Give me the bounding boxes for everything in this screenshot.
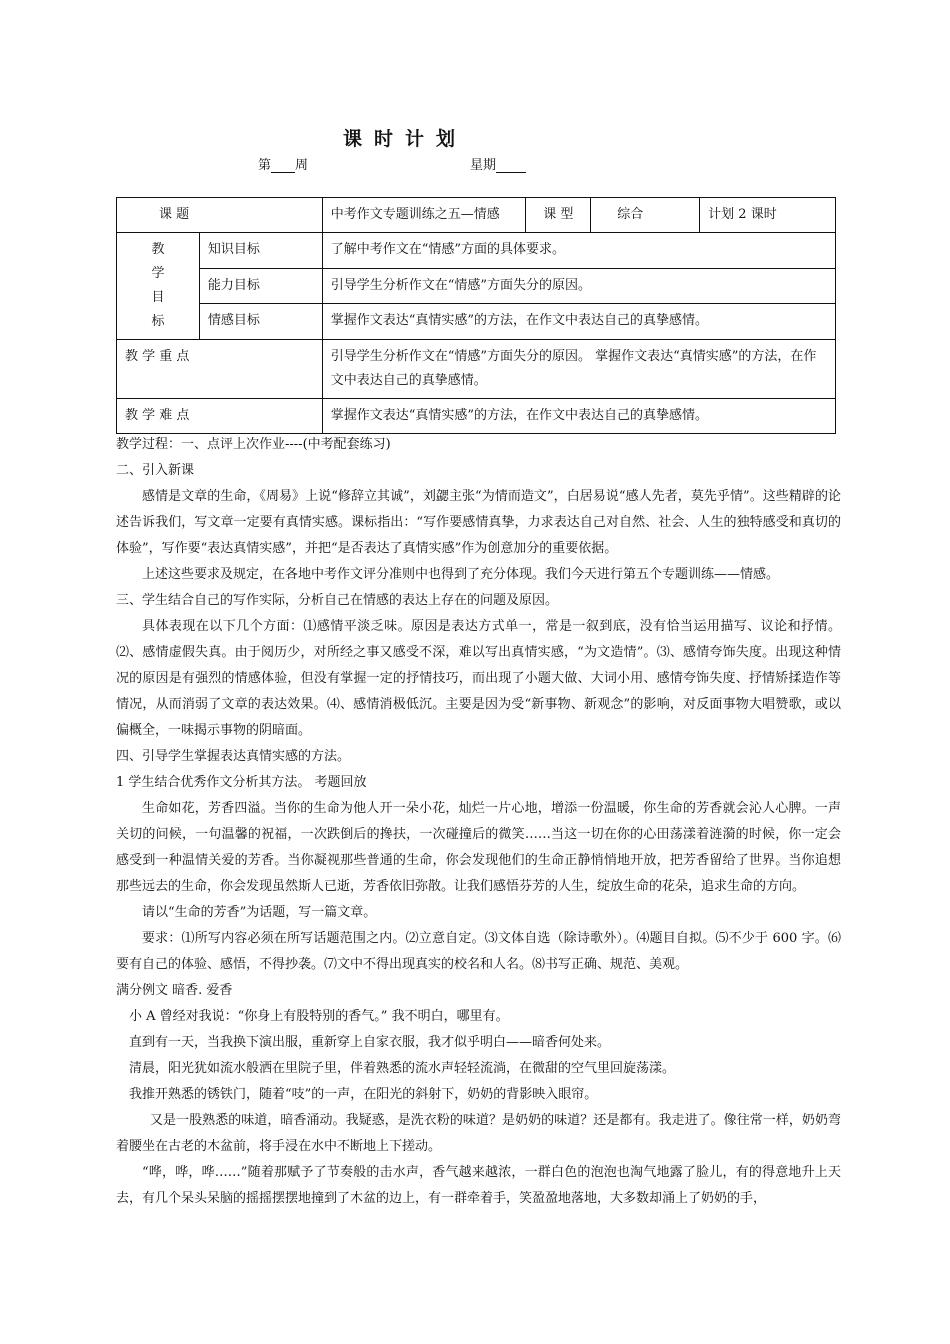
- day-label: 星期: [470, 158, 497, 173]
- paragraph: 直到有一天，当我换下演出服，重新穿上自家衣服，我才似乎明白——暗香何处来。: [129, 1035, 611, 1050]
- subsection-heading: 1 学生结合优秀作文分析其方法。 考题回放: [116, 775, 367, 790]
- topic-value: 中考作文专题训练之五—情感: [322, 198, 526, 233]
- paragraph: 请以“生命的芳香”为话题，写一篇文章。: [142, 905, 377, 920]
- paragraph: 生命如花，芳香四溢。当你的生命为他人开一朵小花，灿烂一片心地，增添一份温暖，你生命的芳香就会沁人心脾。一声关切的问候，一句温馨的祝福，一次跌倒后的搀扶，一次碰撞后的微笑……当这一切在你的心田荡漾着涟漪的时候，你一定会感受到一种温情关爱的芳香。当你凝视那些普通的生命，你会发现他们的生命正静悄悄地开放，把芳香留给了世界。当你追想那些远去的生命，你会发现虽然斯人已逝，芳香依旧弥散。让我们感悟芬芳的人生，绽放生命的花朵，追求生命的方向。: [116, 801, 841, 894]
- knowledge-row: [117, 233, 836, 269]
- emotion-label: 情感目标: [199, 304, 322, 340]
- example-heading: 满分例文 暗香. 爱香: [116, 983, 233, 998]
- paragraph: 我推开熟悉的锈铁门，随着“吱”的一声，在阳光的斜射下，奶奶的背影映入眼帘。: [129, 1087, 598, 1102]
- difficulty-label: 教 学 难 点: [117, 399, 323, 434]
- week-blank: [271, 158, 295, 173]
- paragraph: 上述这些要求及规定，在各地中考作文评分准则中也得到了充分体现。我们今天进行第五个专题训练——情感。: [142, 567, 780, 582]
- paragraph: 又是一股熟悉的味道，暗香涌动。我疑惑，是洗衣粉的味道？是奶奶的味道？还是都有。我走进了。像往常一样，奶奶弯着腰坐在古老的木盆前，将手浸在水中不断地上下搓动。: [116, 1113, 841, 1154]
- focus-label: 教 学 重 点: [117, 340, 323, 399]
- goals-label: [117, 233, 200, 340]
- emotion-value: 掌握作文表达“真情实感”的方法，在作文中表达自己的真挚感情。: [322, 304, 835, 340]
- paragraph: “哗，哗，哗……”随着那赋予了节奏般的击水声，香气越来越浓，一群白色的泡泡也淘气地露了脸儿，有的得意地升上天去，有几个呆头呆脑的摇摇摆摆地撞到了木盆的边上，有一群牵着手，笑盈盈地落地，大多数却涌上了奶奶的手，: [116, 1165, 841, 1206]
- day-blank: [496, 158, 526, 173]
- section-heading: 四、引导学生掌握表达真情实感的方法。: [116, 749, 351, 764]
- page-title: 课时计划: [342, 128, 467, 150]
- process-heading: 教学过程：一、点评上次作业----(中考配套练习): [116, 437, 391, 452]
- topic-row: [117, 198, 836, 233]
- goals-char: 学: [151, 266, 165, 281]
- goals-char: 教: [151, 242, 165, 257]
- knowledge-label: 知识目标: [199, 233, 322, 269]
- paragraph: 具体表现在以下几个方面：⑴感情平淡乏味。原因是表达方式单一，常是一叙到底，没有恰当运用描写、议论和抒情。⑵、感情虚假失真。由于阅历少，对所经之事又感受不深，难以写出真情实感，“为文造情”。⑶、感情夸饰失度。出现这种情况的原因是有强烈的情感体验，但没有掌握一定的抒情技巧，而出现了小题大做、大词小用、感情夸饰失度、抒情矫揉造作等情况，从而消弱了文章的表达效果。⑷、感情消极低沉。主要是因为受“新事物、新观念”的影响，对反面事物大唱赞歌，或以偏概全，一味揭示事物的阴暗面。: [116, 619, 841, 738]
- knowledge-value: 了解中考作文在“情感”方面的具体要求。: [322, 233, 835, 269]
- week-line: [258, 154, 308, 173]
- emotion-row: [117, 304, 836, 340]
- section-heading: 三、学生结合自己的写作实际，分析自己在情感的表达上存在的问题及原因。: [116, 593, 559, 608]
- difficulty-value: 掌握作文表达“真情实感”的方法，在作文中表达自己的真挚感情。: [322, 399, 835, 434]
- paragraph: 感情是文章的生命，《周易》上说“修辞立其诚”，刘勰主张“为情而造文”，白居易说“感人先者，莫先乎情”。这些精辟的论述告诉我们，写文章一定要有真情实感。课标指出：“写作要感情真挚，力求表达自己对自然、社会、人生的独特感受和真切的体验”，写作要“表达真情实感”，并把“是否表达了真情实感”作为创意加分的重要依据。: [116, 489, 841, 556]
- paragraph: 小 A 曾经对我说：“你身上有股特别的香气。” 我不明白，哪里有。: [129, 1009, 509, 1024]
- week-prefix: 第: [258, 158, 272, 173]
- ability-value: 引导学生分析作文在“情感”方面失分的原因。: [322, 268, 835, 304]
- ability-label: 能力目标: [199, 268, 322, 304]
- goals-char: 目: [151, 290, 165, 305]
- topic-label: 课 题: [117, 198, 323, 233]
- focus-row: [117, 340, 836, 399]
- ability-row: [117, 268, 836, 304]
- paragraph: 清晨，阳光犹如流水般洒在里院子里，伴着熟悉的流水声轻轻流淌，在微甜的空气里回旋荡漾。: [129, 1061, 676, 1076]
- week-suffix: 周: [295, 158, 309, 173]
- type-label: 课 型: [526, 198, 591, 233]
- hours-value: 计划 2 课时: [700, 198, 836, 233]
- lesson-plan-table: [116, 197, 836, 434]
- day-line: [470, 154, 526, 173]
- difficulty-row: [117, 399, 836, 434]
- lesson-body: [116, 432, 841, 1212]
- paragraph: 要求：⑴所写内容必须在所写话题范围之内。⑵立意自定。⑶文体自选（除诗歌外）。⑷题目自拟。⑸不少于 600 字。⑹要有自己的体验、感悟，不得抄袭。⑺文中不得出现真实的校名和人名。⑻书写正确、规范、美观。: [116, 931, 841, 972]
- focus-value: 引导学生分析作文在“情感”方面失分的原因。 掌握作文表达“真情实感”的方法，在作文中表达自己的真挚感情。: [322, 340, 835, 399]
- section-heading: 二、引入新课: [116, 463, 195, 478]
- goals-char: 标: [151, 314, 165, 329]
- type-value: 综合: [591, 198, 700, 233]
